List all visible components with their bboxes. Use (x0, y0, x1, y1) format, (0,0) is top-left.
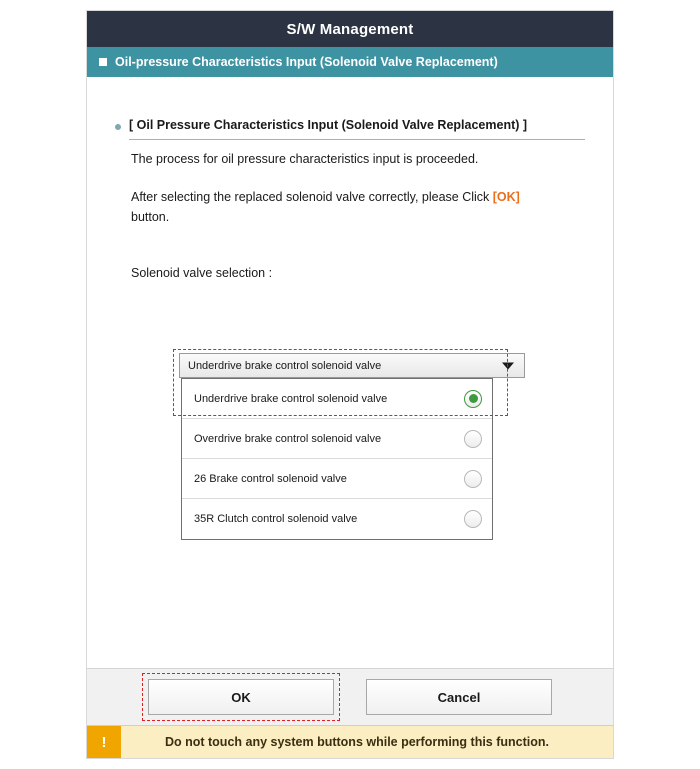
cancel-button[interactable]: Cancel (366, 679, 552, 715)
section-header (115, 117, 585, 140)
dropdown-option-label: 35R Clutch control solenoid valve (194, 513, 358, 525)
ok-button[interactable]: OK (148, 679, 334, 715)
subheader-label: Oil-pressure Characteristics Input (Solenoid Valve Replacement) (115, 55, 498, 69)
radio-button-icon[interactable] (464, 430, 482, 448)
radio-button-selected-icon[interactable] (464, 390, 482, 408)
swm-dialog-window (86, 10, 614, 759)
ok-button-wrapper[interactable] (148, 679, 334, 715)
main-content (87, 77, 613, 668)
description-paragraph-2 (131, 187, 561, 227)
dropdown-option-3[interactable] (182, 499, 492, 539)
square-bullet-icon (99, 58, 107, 66)
radio-button-icon[interactable] (464, 510, 482, 528)
solenoid-valve-dropdown[interactable] (179, 353, 525, 525)
radio-button-icon[interactable] (464, 470, 482, 488)
bullet-dot-icon (115, 124, 121, 130)
solenoid-selection-label: Solenoid valve selection : (131, 266, 273, 280)
dropdown-selected-value-box[interactable] (179, 353, 525, 378)
ok-accent-text: [OK] (492, 190, 520, 204)
warning-text: Do not touch any system buttons while performing this function. (164, 735, 550, 749)
description-paragraph-2-before: After selecting the replaced solenoid valve correctly, please Click (131, 190, 493, 204)
dropdown-option-label: Overdrive brake control solenoid valve (194, 432, 382, 445)
dropdown-option-label: Underdrive brake control solenoid valve (194, 392, 388, 405)
chevron-down-icon[interactable] (502, 362, 514, 369)
window-title-bar (87, 11, 613, 47)
description-paragraph-1: The process for oil pressure characteristics input is proceeded. (131, 152, 479, 166)
dropdown-option-label: 26 Brake control solenoid valve (194, 472, 347, 485)
dropdown-selected-value: Underdrive brake control solenoid valve (188, 359, 382, 372)
description-paragraph-2-after: button. (131, 210, 170, 224)
page-title: S/W Management (286, 20, 414, 38)
subheader-bar (87, 47, 613, 77)
dropdown-option-0[interactable] (182, 379, 492, 419)
warning-bar (87, 725, 613, 758)
dropdown-option-list[interactable] (181, 378, 493, 540)
dropdown-option-2[interactable] (182, 459, 492, 499)
section-title: [ Oil Pressure Characteristics Input (Solenoid Valve Replacement) ] (129, 117, 585, 140)
dropdown-option-1[interactable] (182, 419, 492, 459)
footer-button-bar (87, 668, 613, 725)
exclamation-icon: ! (87, 726, 121, 758)
